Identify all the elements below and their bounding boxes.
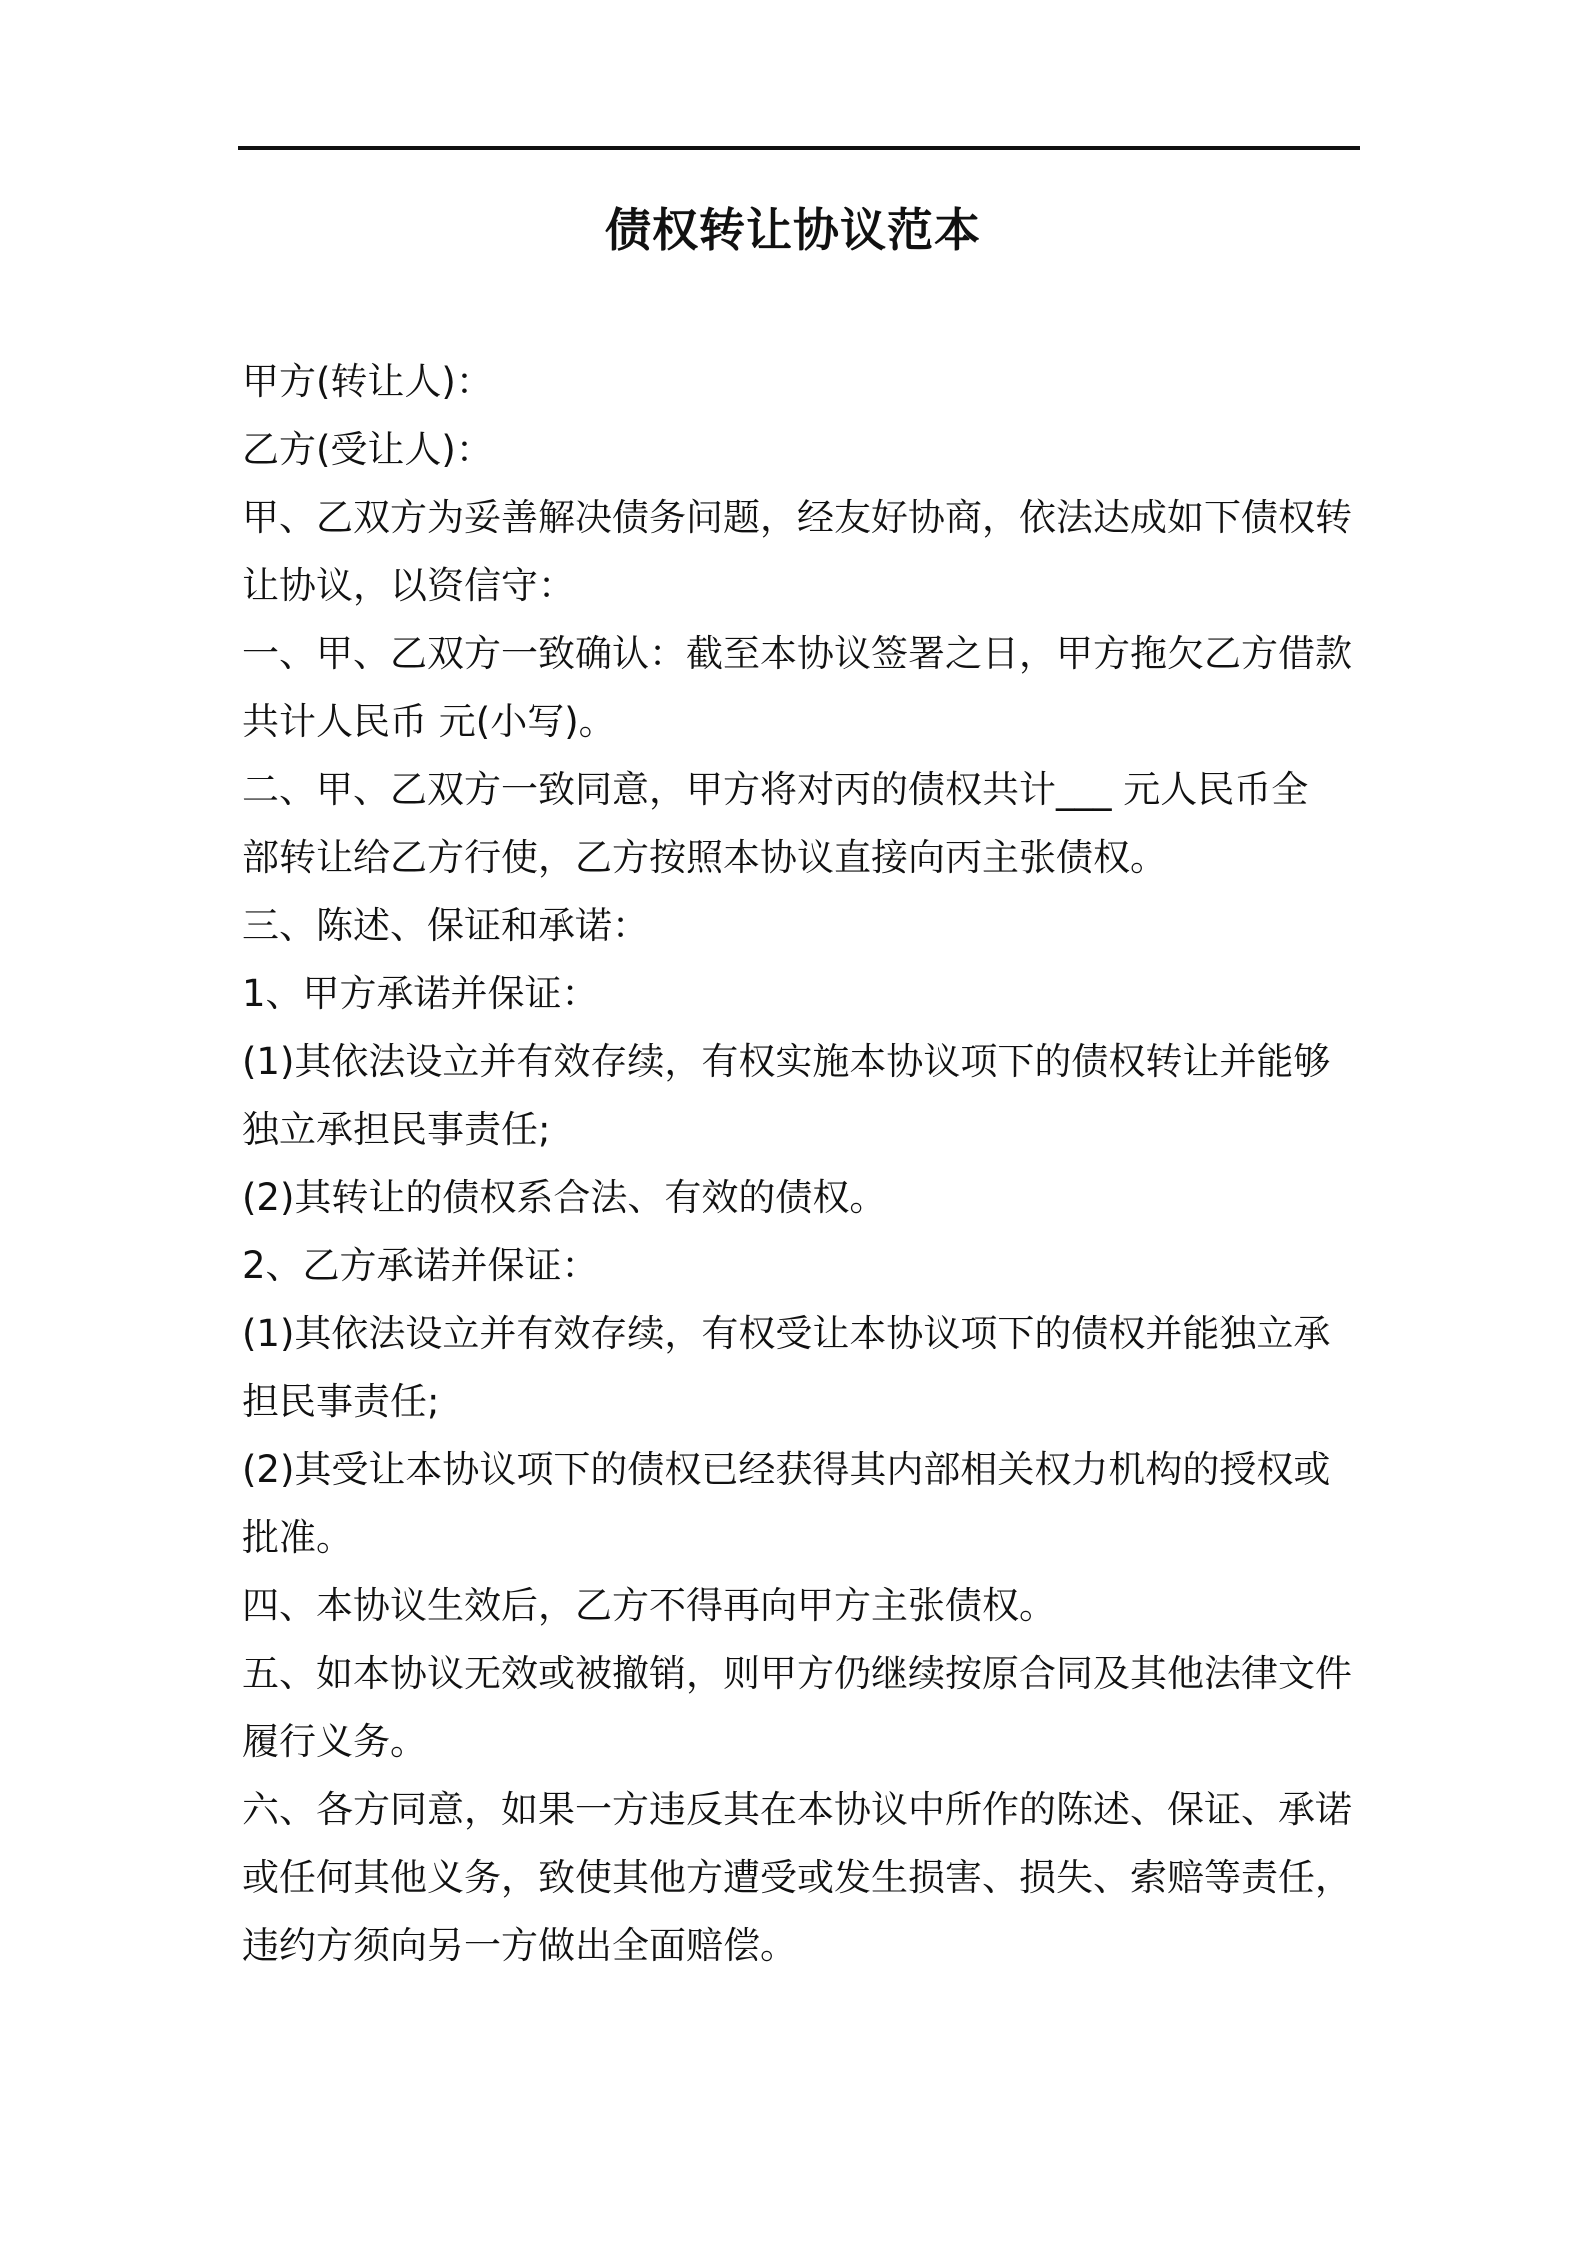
preamble-line: 甲、乙双方为妥善解决债务问题，经友好协商，依法达成如下债权转 <box>242 496 1352 539</box>
subclause-item-line: (1)其依法设立并有效存续，有权受让本协议项下的债权并能独立承 <box>242 1312 1331 1355</box>
subclause-item-line: 批准。 <box>242 1516 353 1559</box>
clause-two-line: 二、甲、乙双方一致同意，甲方将对丙的债权共计___ 元人民币全 <box>242 768 1309 811</box>
clause-one-line: 共计人民币 元(小写)。 <box>242 700 616 743</box>
subclause-heading: 1、甲方承诺并保证： <box>242 972 599 1015</box>
clause-five-line: 五、如本协议无效或被撤销，则甲方仍继续按原合同及其他法律文件 <box>242 1652 1352 1695</box>
clause-six-line: 六、各方同意，如果一方违反其在本协议中所作的陈述、保证、承诺 <box>242 1788 1352 1831</box>
subclause-item-line: 独立承担民事责任; <box>242 1108 551 1151</box>
party-a-line: 甲方(转让人)： <box>242 360 493 403</box>
preamble-line: 让协议，以资信守： <box>242 564 575 607</box>
subclause-item-line: (2)其转让的债权系合法、有效的债权。 <box>242 1176 887 1219</box>
clause-six-line: 违约方须向另一方做出全面赔偿。 <box>242 1924 797 1967</box>
clause-four-line: 四、本协议生效后，乙方不得再向甲方主张债权。 <box>242 1584 1056 1627</box>
subclause-item-line: (1)其依法设立并有效存续，有权实施本协议项下的债权转让并能够 <box>242 1040 1331 1083</box>
clause-two-line: 部转让给乙方行使，乙方按照本协议直接向丙主张债权。 <box>242 836 1167 879</box>
subclause-item-line: (2)其受让本协议项下的债权已经获得其内部相关权力机构的授权或 <box>242 1448 1331 1491</box>
subclause-heading: 2、乙方承诺并保证： <box>242 1244 599 1287</box>
clause-five-line: 履行义务。 <box>242 1720 427 1763</box>
clause-three-heading: 三、陈述、保证和承诺： <box>242 904 649 947</box>
party-b-line: 乙方(受让人)： <box>242 428 493 471</box>
clause-one-line: 一、甲、乙双方一致确认：截至本协议签署之日，甲方拖欠乙方借款 <box>242 632 1352 675</box>
subclause-item-line: 担民事责任; <box>242 1380 440 1423</box>
document-body <box>242 348 1358 1980</box>
clause-six-line: 或任何其他义务，致使其他方遭受或发生损害、损失、索赔等责任， <box>242 1856 1352 1899</box>
document-title: 债权转让协议范本 <box>605 203 981 257</box>
header-divider <box>238 146 1360 150</box>
